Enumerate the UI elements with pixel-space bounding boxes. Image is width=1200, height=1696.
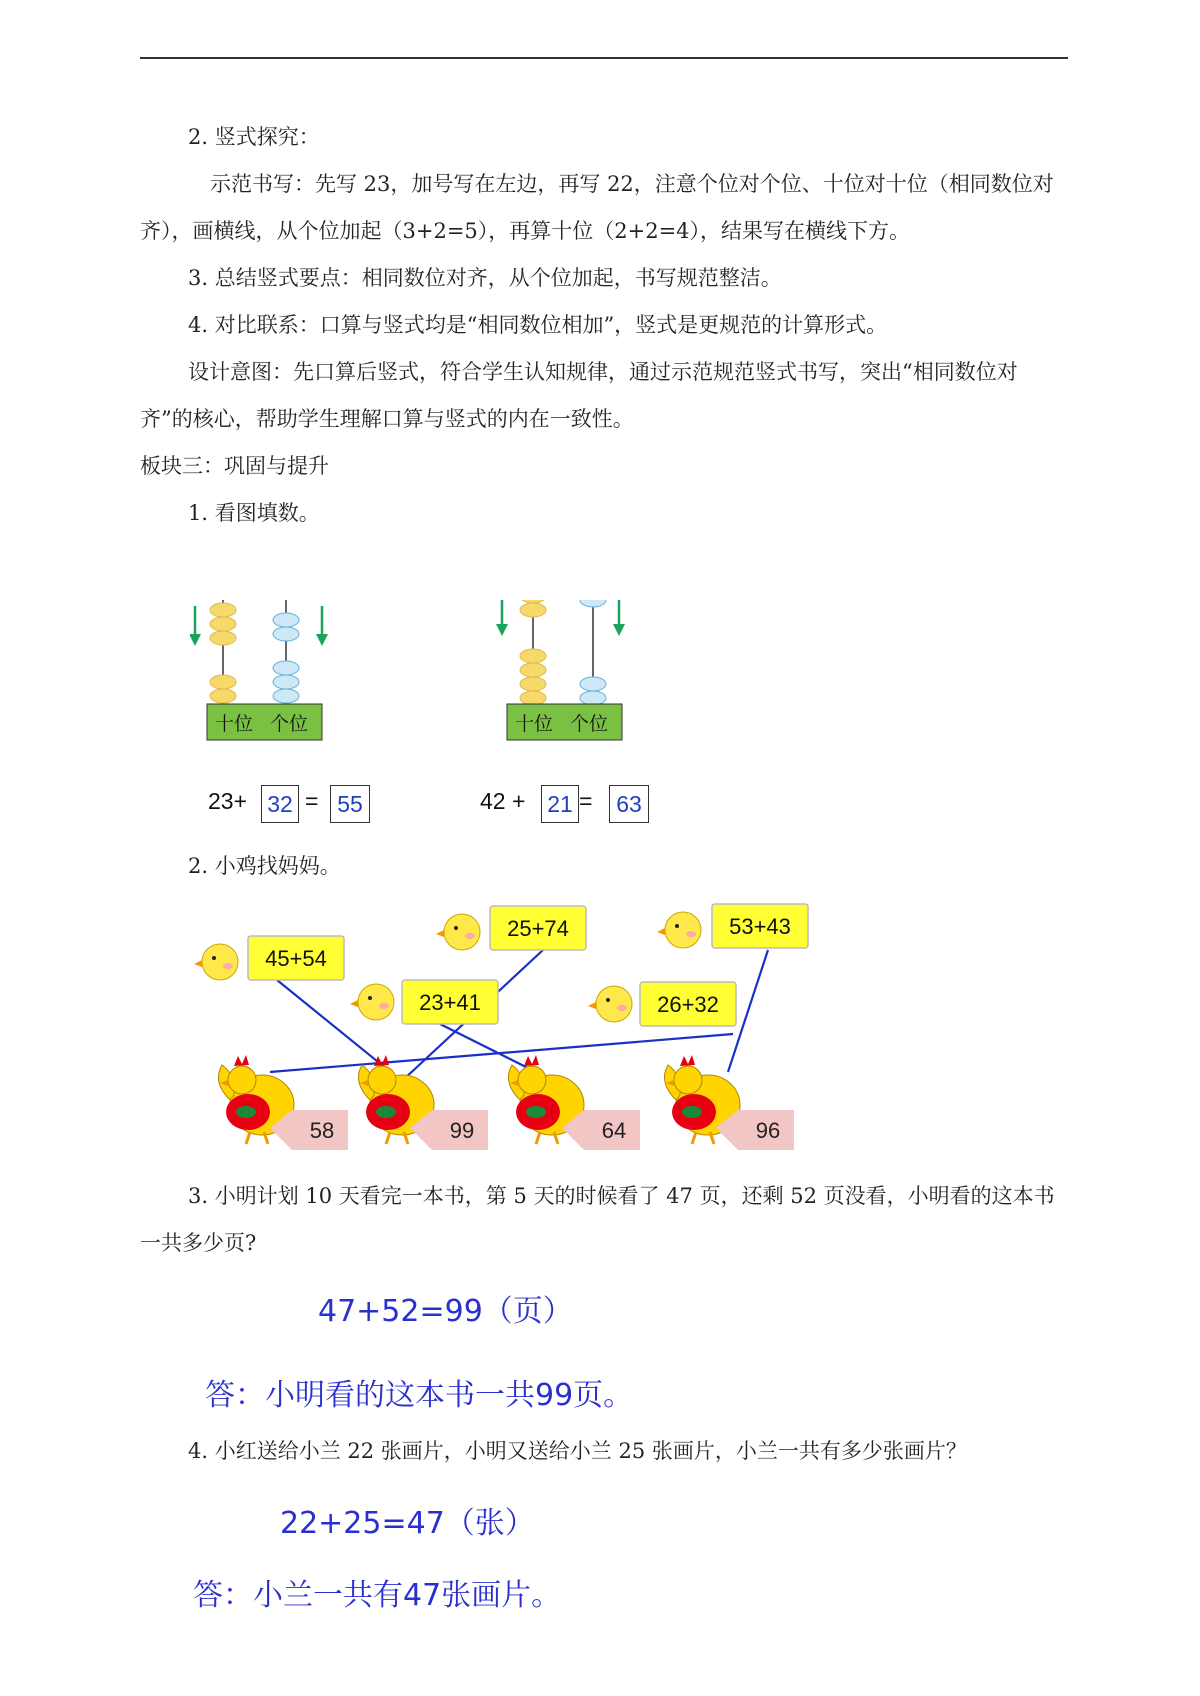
chick-icon [436,914,480,950]
question-2-title: 2. 小鸡找妈妈。 [188,854,341,878]
hen-4-label: 96 [755,1118,781,1143]
block-3-heading: 板块三：巩固与提升 [140,454,329,478]
question-3-text: 3. 小明计划 10 天看完一本书，第 5 天的时候看了 47 页，还剩 52 页没看，小明看的这本书一共多少页? [140,1184,1055,1255]
abacus-2-result-box: 63 [609,785,649,823]
design-intent: 设计意图：先口算后竖式，符合学生认知规律，通过示范规范竖式书写，突出“相同数位对齐”的核心，帮助学生理解口算与竖式的内在一致性。 [140,360,1018,431]
question-3-equation: 47+52=99（页） [318,1294,573,1329]
abacus-2-tens-label: 十位 [515,713,554,735]
chick-5-label: 26+32 [657,992,719,1017]
chick-matching-figure [190,900,850,1160]
point-3: 3. 总结竖式要点：相同数位对齐，从个位加起，书写规范整洁。 [188,266,782,290]
question-3-answer: 答：小明看的这本书一共99页。 [205,1378,634,1413]
header-rule [140,57,1068,59]
chick-1-label: 45+54 [265,946,327,971]
hen-2 [358,1055,488,1150]
chick-4-label: 23+41 [419,990,481,1015]
abacus-2 [496,600,625,740]
chick-2-label: 25+74 [507,916,569,941]
section2-text [140,114,1068,537]
arrow-down-icon [496,600,508,636]
chick-5 [588,982,736,1026]
hen-1-label: 58 [309,1118,335,1143]
arrow-down-icon [316,606,328,646]
abacus-figures [190,600,890,750]
question-4-answer: 答：小兰一共有47张画片。 [193,1578,562,1613]
chick-icon [194,944,238,980]
hen-1 [218,1055,348,1150]
abacus-2-tens-beads [520,600,546,705]
hen-3 [508,1055,640,1150]
hen-3-label: 64 [601,1118,627,1143]
chick-2 [436,906,586,950]
point-4: 4. 对比联系：口算与竖式均是“相同数位相加”，竖式是更规范的计算形式。 [188,313,888,337]
question-4-block [140,1428,1068,1475]
abacus-1-eq-left: 23+ [208,788,248,814]
question-1: 1. 看图填数。 [188,501,320,525]
question-4-equation: 22+25=47（张） [280,1506,535,1541]
abacus-2-equals: = [579,788,593,814]
question-2-block [140,843,1068,890]
abacus-2-eq-left: 42 + [480,788,526,814]
chick-3 [657,904,808,948]
abacus-2-answer-box: 21 [541,785,579,823]
chick-icon [657,912,701,948]
arrow-down-icon [613,600,625,636]
demo-paragraph: 示范书写：先写 23，加号写在左边，再写 22，注意个位对个位、十位对十位（相同数位对齐），画横线，从个位加起（3+2=5），再算十位（2+2=4），结果写在横线下方。 [140,172,1054,243]
chick-3-label: 53+43 [729,914,791,939]
abacus-1-equals: = [305,788,319,814]
abacus-1-tens-label: 十位 [215,713,254,735]
question-3-block [140,1173,1068,1267]
heading-vertical-exploration: 2. 竖式探究： [188,125,320,149]
question-4-text: 4. 小红送给小兰 22 张画片，小明又送给小兰 25 张画片，小兰一共有多少张画片？ [188,1439,967,1463]
chick-icon [588,986,632,1022]
abacus-1-ones-label: 个位 [270,713,309,735]
abacus-1-result-box: 55 [330,785,370,823]
abacus-2-ones-label: 个位 [570,713,609,735]
abacus-1-answer-box: 32 [261,785,299,823]
abacus-1 [190,600,328,740]
chick-1 [194,936,344,980]
hen-2-label: 99 [449,1118,475,1143]
chick-icon [350,984,394,1020]
chick-4 [350,980,498,1024]
arrow-down-icon [190,606,201,646]
